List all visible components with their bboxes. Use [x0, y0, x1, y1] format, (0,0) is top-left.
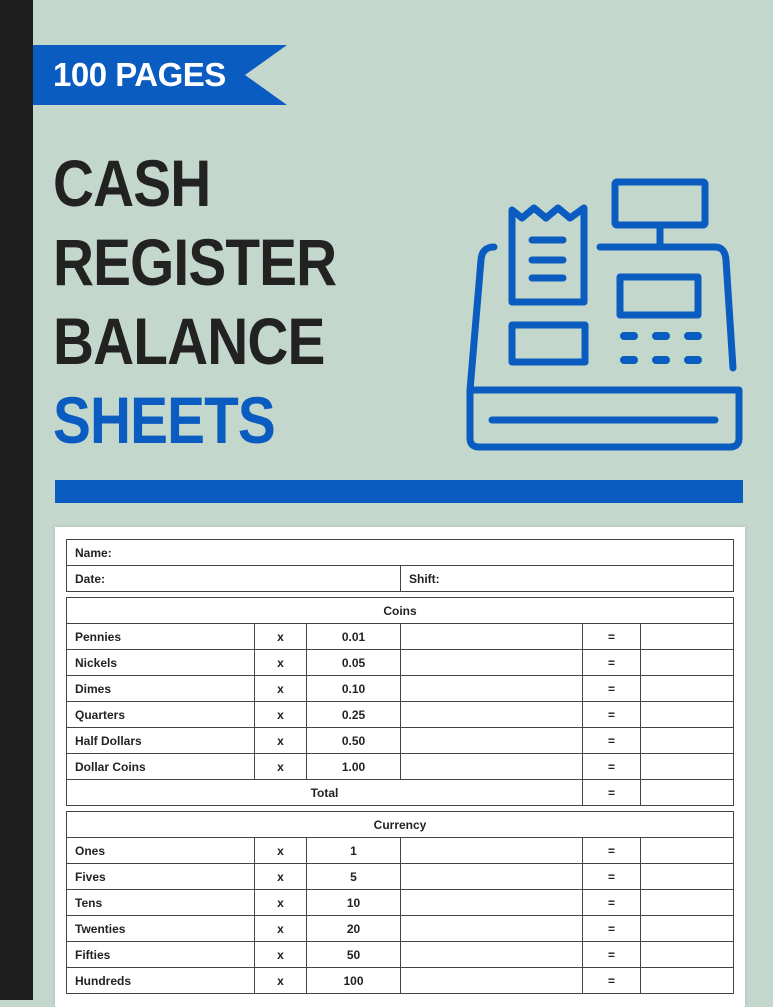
denomination-label: Ones — [67, 838, 255, 864]
book-spine — [0, 0, 33, 1000]
equals-sign: = — [583, 754, 641, 780]
denomination-label: Dimes — [67, 676, 255, 702]
denomination-value: 0.25 — [307, 702, 401, 728]
count-cell — [401, 624, 583, 650]
denomination-value: 5 — [307, 864, 401, 890]
section-header: Currency — [67, 812, 734, 838]
amount-cell — [641, 676, 734, 702]
denomination-value: 0.05 — [307, 650, 401, 676]
table-row — [67, 650, 734, 676]
title-line-4: SHEETS — [53, 383, 275, 457]
count-cell — [401, 702, 583, 728]
amount-cell — [641, 942, 734, 968]
count-cell — [401, 676, 583, 702]
multiply-sign: x — [255, 864, 307, 890]
multiply-sign: x — [255, 754, 307, 780]
denomination-label: Twenties — [67, 916, 255, 942]
page-count-banner — [33, 45, 287, 105]
table-row — [67, 942, 734, 968]
multiply-sign: x — [255, 838, 307, 864]
count-cell — [401, 838, 583, 864]
table-row — [67, 890, 734, 916]
table-row — [67, 968, 734, 994]
equals-sign: = — [583, 728, 641, 754]
count-cell — [401, 942, 583, 968]
equals-sign: = — [583, 676, 641, 702]
table-row — [67, 728, 734, 754]
amount-cell — [641, 916, 734, 942]
denomination-label: Nickels — [67, 650, 255, 676]
table-row — [67, 864, 734, 890]
currency-table — [66, 811, 734, 994]
multiply-sign: x — [255, 942, 307, 968]
count-cell — [401, 864, 583, 890]
multiply-sign: x — [255, 890, 307, 916]
equals-sign: = — [583, 864, 641, 890]
multiply-sign: x — [255, 968, 307, 994]
denomination-label: Quarters — [67, 702, 255, 728]
denomination-value: 1.00 — [307, 754, 401, 780]
banner-text: 100 PAGES — [53, 56, 226, 93]
section-header: Coins — [67, 598, 734, 624]
count-cell — [401, 890, 583, 916]
header-table — [66, 539, 734, 592]
table-row — [67, 838, 734, 864]
equals-sign: = — [583, 650, 641, 676]
amount-cell — [641, 702, 734, 728]
amount-cell — [641, 838, 734, 864]
table-row — [67, 916, 734, 942]
table-row — [67, 624, 734, 650]
denomination-value: 100 — [307, 968, 401, 994]
table-row — [67, 702, 734, 728]
multiply-sign: x — [255, 650, 307, 676]
multiply-sign: x — [255, 676, 307, 702]
multiply-sign: x — [255, 728, 307, 754]
table-row — [67, 754, 734, 780]
denomination-value: 1 — [307, 838, 401, 864]
denomination-value: 20 — [307, 916, 401, 942]
denomination-label: Pennies — [67, 624, 255, 650]
name-label: Name: — [67, 540, 734, 566]
date-label: Date: — [67, 566, 401, 592]
amount-cell — [641, 968, 734, 994]
count-cell — [401, 968, 583, 994]
denomination-value: 50 — [307, 942, 401, 968]
equals-sign: = — [583, 624, 641, 650]
table-row — [67, 676, 734, 702]
equals-sign: = — [583, 780, 641, 806]
coins-table — [66, 597, 734, 806]
denomination-value: 0.01 — [307, 624, 401, 650]
denomination-label: Fifties — [67, 942, 255, 968]
amount-cell — [641, 864, 734, 890]
shift-label: Shift: — [401, 566, 734, 592]
amount-cell — [641, 890, 734, 916]
count-cell — [401, 650, 583, 676]
denomination-label: Fives — [67, 864, 255, 890]
amount-cell — [641, 650, 734, 676]
amount-cell — [641, 728, 734, 754]
title-line-1: CASH — [53, 146, 211, 220]
denomination-label: Hundreds — [67, 968, 255, 994]
denomination-label: Dollar Coins — [67, 754, 255, 780]
equals-sign: = — [583, 942, 641, 968]
multiply-sign: x — [255, 624, 307, 650]
equals-sign: = — [583, 702, 641, 728]
multiply-sign: x — [255, 916, 307, 942]
denomination-label: Tens — [67, 890, 255, 916]
equals-sign: = — [583, 838, 641, 864]
total-label: Total — [67, 780, 583, 806]
denomination-value: 10 — [307, 890, 401, 916]
amount-cell — [641, 624, 734, 650]
denomination-label: Half Dollars — [67, 728, 255, 754]
count-cell — [401, 754, 583, 780]
equals-sign: = — [583, 916, 641, 942]
equals-sign: = — [583, 890, 641, 916]
denomination-value: 0.50 — [307, 728, 401, 754]
count-cell — [401, 728, 583, 754]
accent-divider — [55, 480, 743, 503]
total-row — [67, 780, 734, 806]
cash-register-icon — [450, 160, 760, 470]
title-line-3: BALANCE — [53, 304, 325, 378]
multiply-sign: x — [255, 702, 307, 728]
count-cell — [401, 916, 583, 942]
total-amount-cell — [641, 780, 734, 806]
balance-sheet-preview — [55, 527, 745, 1007]
equals-sign: = — [583, 968, 641, 994]
amount-cell — [641, 754, 734, 780]
title-line-2: REGISTER — [53, 225, 337, 299]
denomination-value: 0.10 — [307, 676, 401, 702]
